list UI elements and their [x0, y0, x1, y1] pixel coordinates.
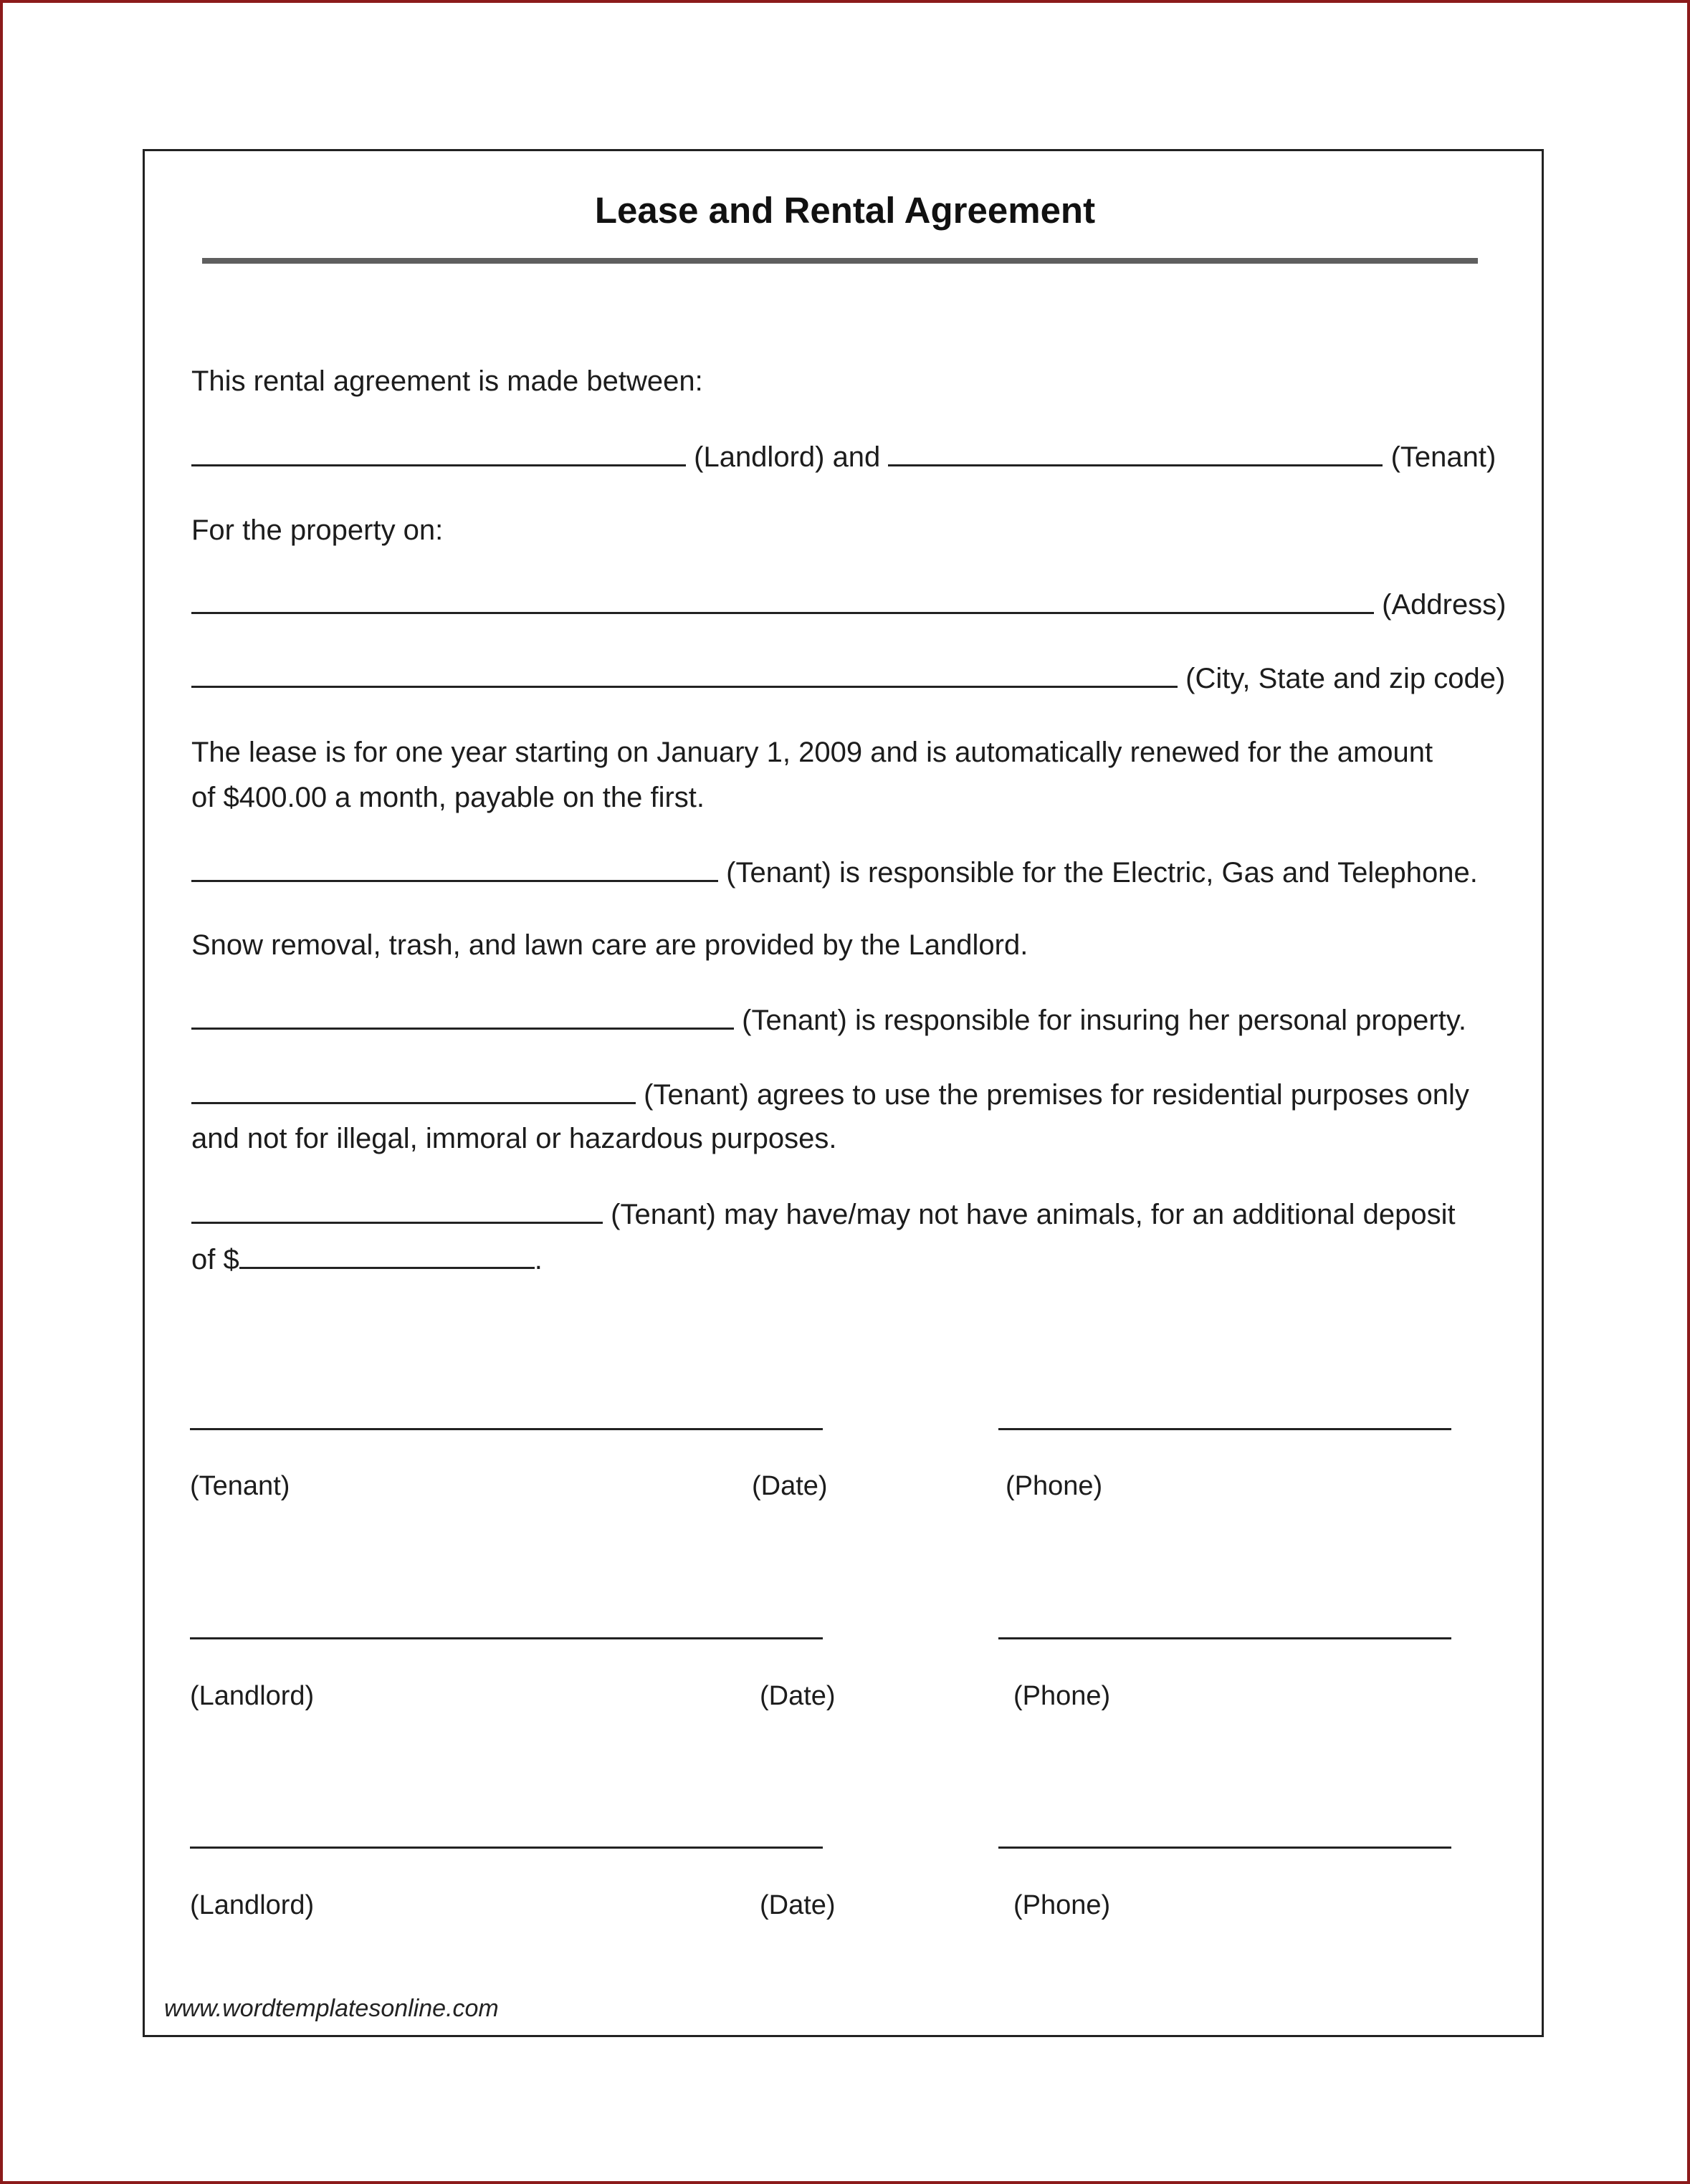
- utilities-line: [191, 857, 1478, 887]
- landlord-signature-line[interactable]: [190, 1637, 823, 1639]
- signature-party-label: (Landlord): [190, 1681, 315, 1711]
- landlord-phone-line[interactable]: [998, 1637, 1451, 1639]
- parties-line: [191, 441, 1496, 471]
- landlord2-phone-line[interactable]: [998, 1847, 1451, 1849]
- insurance-tenant-blank[interactable]: [191, 1005, 734, 1030]
- deposit-amount-blank[interactable]: [239, 1244, 535, 1269]
- signature-party-label: (Tenant): [190, 1471, 290, 1501]
- signature-party-label: (Landlord): [190, 1890, 315, 1920]
- tenant-signature-line[interactable]: [190, 1428, 823, 1430]
- lease-terms-line1: The lease is for one year starting on January 1, 2009 and is automatically renewed for the amount: [191, 737, 1433, 768]
- utilities-tenant-blank[interactable]: [191, 857, 718, 882]
- city-blank[interactable]: [191, 663, 1178, 688]
- animals-text: (Tenant) may have/may not have animals, for an additional deposit: [611, 1199, 1456, 1230]
- signature-phone-label: (Phone): [1006, 1471, 1103, 1501]
- signature-phone-label: (Phone): [1013, 1681, 1111, 1711]
- insurance-line: [191, 1005, 1466, 1035]
- landlord2-signature-line[interactable]: [190, 1847, 823, 1849]
- usage-line2: and not for illegal, immoral or hazardous purposes.: [191, 1123, 837, 1154]
- address-label: (Address): [1382, 589, 1507, 621]
- tenant-name-blank[interactable]: [888, 441, 1383, 466]
- signature-phone-label: (Phone): [1013, 1890, 1111, 1920]
- intro-text: This rental agreement is made between:: [191, 365, 703, 397]
- footer-url[interactable]: www.wordtemplatesonline.com: [164, 1995, 499, 2022]
- property-intro: For the property on:: [191, 514, 444, 546]
- lease-terms-line2: of $400.00 a month, payable on the first.: [191, 782, 705, 813]
- animals-tenant-blank[interactable]: [191, 1199, 603, 1224]
- city-label: (City, State and zip code): [1185, 663, 1506, 694]
- landlord-label: (Landlord) and: [694, 441, 881, 473]
- deposit-prefix: of $: [191, 1244, 239, 1275]
- city-line: [191, 663, 1505, 693]
- landlord-name-blank[interactable]: [191, 441, 686, 466]
- deposit-suffix: .: [534, 1244, 543, 1275]
- usage-line1: [191, 1079, 1469, 1109]
- usage-text: (Tenant) agrees to use the premises for residential purposes only: [644, 1079, 1469, 1111]
- animals-line1: [191, 1199, 1456, 1229]
- title-divider: [202, 258, 1478, 264]
- page-title: Lease and Rental Agreement: [594, 190, 1096, 231]
- usage-tenant-blank[interactable]: [191, 1079, 636, 1104]
- insurance-text: (Tenant) is responsible for insuring her personal property.: [742, 1005, 1467, 1036]
- utilities-text: (Tenant) is responsible for the Electric, Gas and Telephone.: [726, 857, 1478, 889]
- services-text: Snow removal, trash, and lawn care are provided by the Landlord.: [191, 929, 1028, 961]
- address-blank[interactable]: [191, 589, 1374, 614]
- address-line: [191, 589, 1507, 619]
- signature-date-label: (Date): [760, 1681, 836, 1711]
- signature-date-label: (Date): [752, 1471, 828, 1501]
- signature-date-label: (Date): [760, 1890, 836, 1920]
- tenant-phone-line[interactable]: [998, 1428, 1451, 1430]
- animals-line2: [191, 1244, 543, 1274]
- tenant-label: (Tenant): [1390, 441, 1496, 473]
